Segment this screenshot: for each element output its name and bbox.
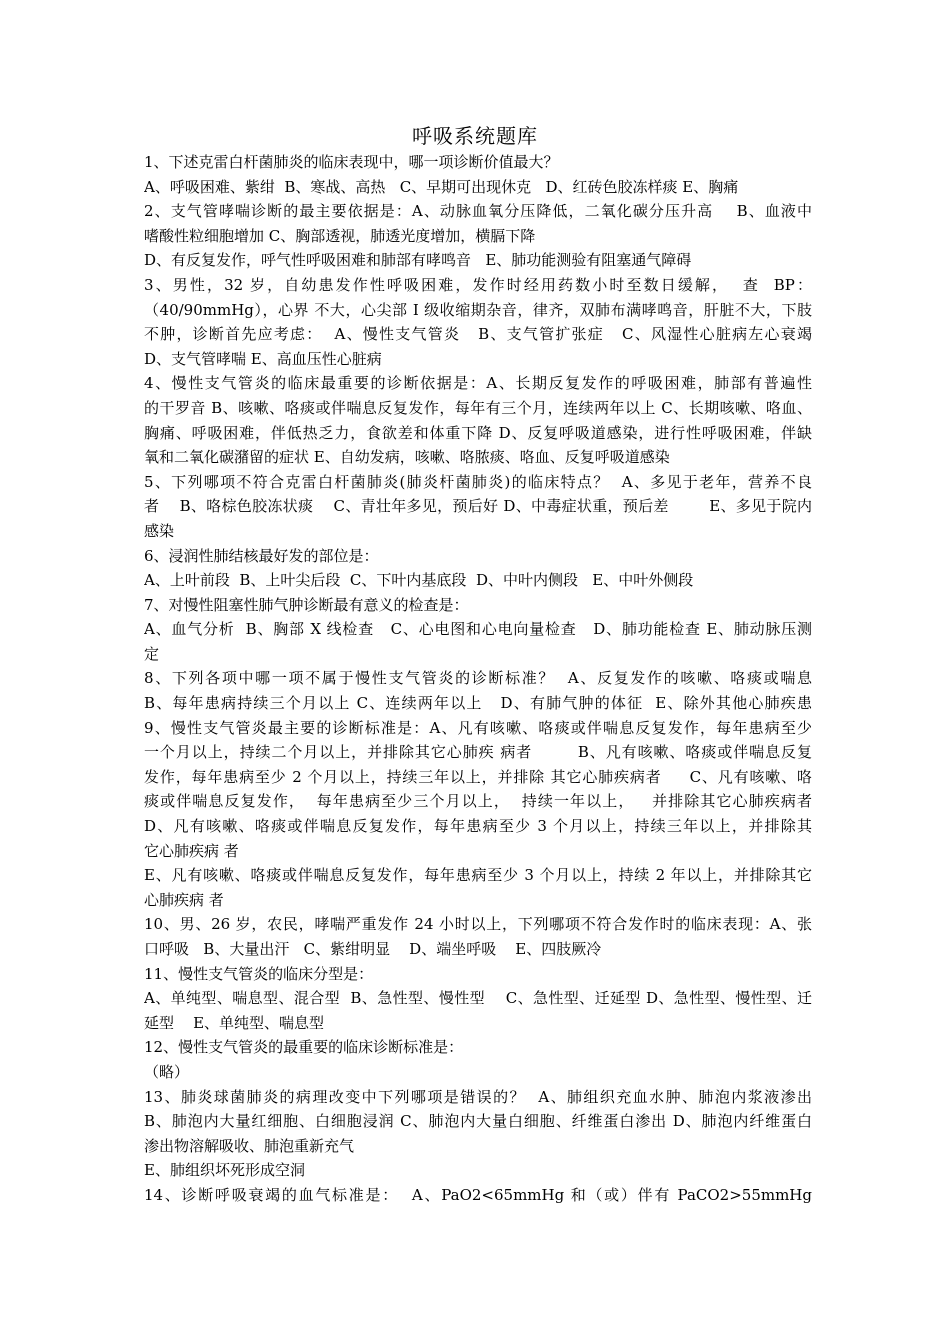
question-text-body bbox=[144, 150, 812, 1208]
text-line: A、单纯型、喘息型、混合型 B、急性型、慢性型 C、急性型、迁延型 D、急性型、慢性型、迁 bbox=[144, 989, 812, 1008]
text-line: 3、男性，32 岁，自幼患发作性呼吸困难，发作时经用药数小时至数日缓解， 查 BP： bbox=[144, 275, 812, 294]
text-line: 定 bbox=[144, 644, 160, 663]
text-line: 8、下列各项中哪一项不属于慢性支气管炎的诊断标准？ A、反复发作的咳嗽、咯痰或喘息 bbox=[144, 669, 812, 688]
text-line: 心肺疾病 者 bbox=[144, 890, 224, 909]
text-line: 的干罗音 B、咳嗽、咯痰或伴喘息反复发作，每年有三个月，连续两年以上 C、长期咳嗽、咯血、 bbox=[144, 398, 812, 417]
text-line: E、肺组织坏死形成空洞 bbox=[144, 1161, 305, 1180]
text-line: A、呼吸困难、紫绀 B、寒战、高热 C、早期可出现休克 D、红砖色胶冻样痰 E、胸痛 bbox=[144, 177, 739, 196]
text-line: 11、慢性支气管炎的临床分型是： bbox=[144, 964, 374, 983]
text-line: 14、诊断呼吸衰竭的血气标准是： A、PaO2<65mmHg 和（或）伴有 PaCO2>55mmHg bbox=[144, 1185, 812, 1204]
text-line: A、血气分析 B、胸部 X 线检查 C、心电图和心电向量检查 D、肺功能检查 E、肺动脉压测 bbox=[144, 620, 812, 639]
text-line: 渗出物溶解吸收、肺泡重新充气 bbox=[144, 1136, 355, 1155]
text-line: 感染 bbox=[144, 521, 175, 540]
text-line: D、有反复发作，呼气性呼吸困难和肺部有哮鸣音 E、肺功能测验有阻塞通气障碍 bbox=[144, 251, 692, 270]
text-line: （略） bbox=[144, 1062, 190, 1081]
text-line: D、支气管哮喘 E、高血压性心脏病 bbox=[144, 349, 382, 368]
text-line: 发作，每年患病至少 2 个月以上，持续三年以上，并排除 其它心肺疾病者 C、凡有咳嗽、咯 bbox=[144, 767, 812, 786]
text-line: 者 B、咯棕色胶冻状痰 C、青壮年多见，预后好 D、中毒症状重，预后差 E、多见于院内 bbox=[144, 497, 812, 516]
text-line: （40/90mmHg），心界 不大，心尖部 I 级收缩期杂音，律齐，双肺布满哮鸣音，肝脏不大，下肢 bbox=[144, 300, 812, 319]
text-line: A、上叶前段 B、上叶尖后段 C、下叶内基底段 D、中叶内侧段 E、中叶外侧段 bbox=[144, 571, 694, 590]
text-line: 嗜酸性粒细胞增加 C、胸部透视，肺透光度增加，横膈下降 bbox=[144, 226, 536, 245]
text-line: 不肿，诊断首先应考虑： A、慢性支气管炎 B、支气管扩张症 C、风湿性心脏病左心衰竭 bbox=[144, 325, 812, 344]
text-line: 胸痛、呼吸困难，伴低热乏力，食欲差和体重下降 D、反复呼吸道感染，进行性呼吸困难，伴缺 bbox=[144, 423, 812, 442]
text-line: 10、男、26 岁，农民，哮喘严重发作 24 小时以上，下列哪项不符合发作时的临床表现：A、张 bbox=[144, 915, 812, 934]
text-line: 延型 E、单纯型、喘息型 bbox=[144, 1013, 325, 1032]
text-line: B、肺泡内大量红细胞、白细胞浸润 C、肺泡内大量白细胞、纤维蛋白渗出 D、肺泡内纤维蛋白 bbox=[144, 1112, 812, 1131]
text-line: 12、慢性支气管炎的最重要的临床诊断标准是： bbox=[144, 1038, 464, 1057]
text-line: 它心肺疾病 者 bbox=[144, 841, 239, 860]
text-line: 13、肺炎球菌肺炎的病理改变中下列哪项是错误的？ A、肺组织充血水肿、肺泡内浆液渗出 bbox=[144, 1087, 812, 1106]
text-line: E、凡有咳嗽、咯痰或伴喘息反复发作，每年患病至少 3 个月以上，持续 2 年以上，并排除其它 bbox=[144, 866, 812, 885]
page-title: 呼吸系统题库 bbox=[412, 124, 538, 148]
text-line: B、每年患病持续三个月以上 C、连续两年以上 D、有肺气肿的体征 E、除外其他心肺疾患 bbox=[144, 694, 812, 713]
text-line: 9、慢性支气管炎最主要的诊断标准是：A、凡有咳嗽、咯痰或伴喘息反复发作，每年患病至少 bbox=[144, 718, 812, 737]
text-line: 4、慢性支气管炎的临床最重要的诊断依据是：A、长期反复发作的呼吸困难，肺部有普遍性 bbox=[144, 374, 812, 393]
text-line: D、凡有咳嗽、咯痰或伴喘息反复发作，每年患病至少 3 个月以上，持续三年以上，并排除其 bbox=[144, 817, 812, 836]
text-line: 7、对慢性阻塞性肺气肿诊断最有意义的检查是： bbox=[144, 595, 469, 614]
text-line: 5、下列哪项不符合克雷白杆菌肺炎(肺炎杆菌肺炎)的临床特点？ A、多见于老年，营养不良 bbox=[144, 472, 812, 491]
text-line: 口呼吸 B、大量出汗 C、紫绀明显 D、端坐呼吸 E、四肢厥冷 bbox=[144, 940, 602, 958]
text-line: 一个月以上，持续二个月以上，并排除其它心肺疾 病者 B、凡有咳嗽、咯痰或伴喘息反复 bbox=[144, 743, 812, 762]
text-line: 氧和二氧化碳潴留的症状 E、自幼发病，咳嗽、咯脓痰、咯血、反复呼吸道感染 bbox=[144, 448, 670, 467]
text-line: 2、支气管哮喘诊断的最主要依据是：A、动脉血氧分压降低，二氧化碳分压升高 B、血液中 bbox=[144, 202, 812, 221]
text-line: 1、下述克雷白杆菌肺炎的临床表现中，哪一项诊断价值最大？ bbox=[144, 153, 559, 171]
text-line: 痰或伴喘息反复发作， 每年患病至少三个月以上， 持续一年以上， 并排除其它心肺疾病者 bbox=[144, 792, 812, 811]
text-line: 6、浸润性肺结核最好发的部位是： bbox=[144, 546, 379, 565]
